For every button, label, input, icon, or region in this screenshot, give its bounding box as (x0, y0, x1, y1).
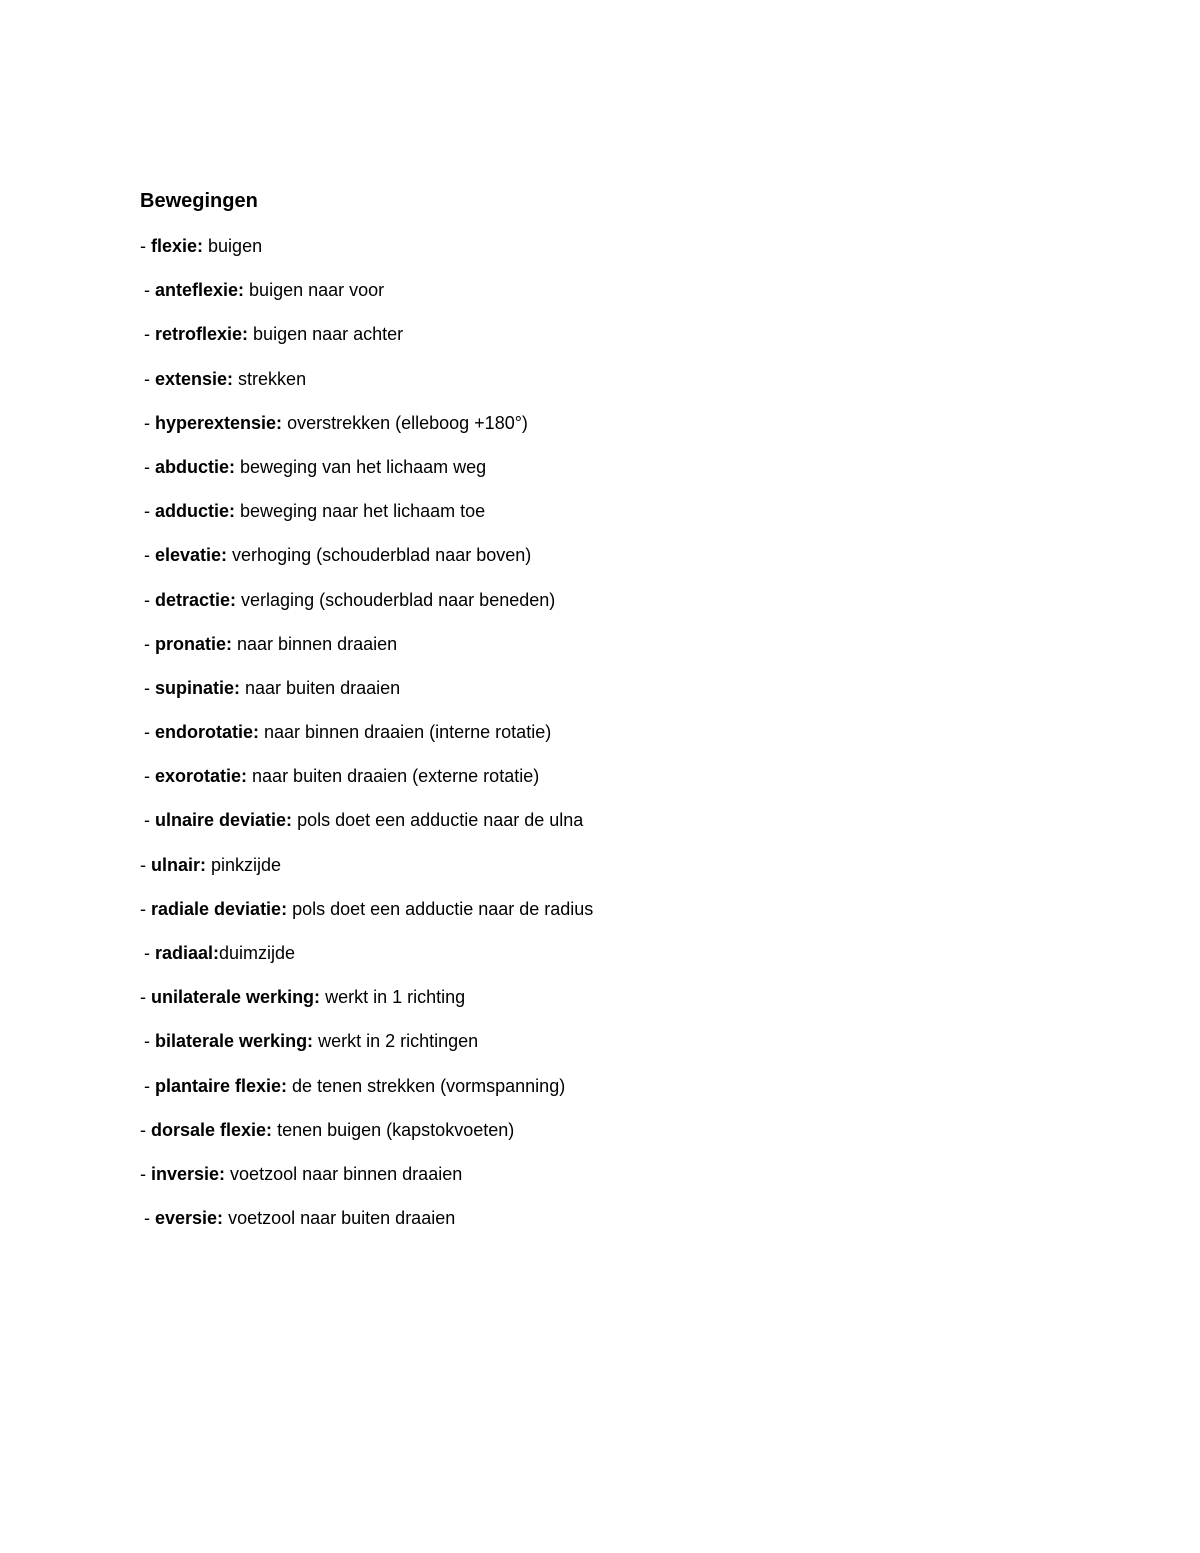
list-item (0, 453, 1100, 497)
term-definition: buigen (203, 236, 263, 256)
list-item (0, 1027, 1100, 1071)
list-bullet: - (144, 1075, 155, 1096)
list-bullet: - (140, 854, 151, 875)
list-bullet: - (140, 1163, 151, 1184)
term-label: ulnaire deviatie: (155, 810, 293, 831)
term-definition: pols doet een adductie naar de radius (287, 898, 594, 919)
list-item (0, 320, 1100, 364)
term-definition: voetzool naar binnen draaien (225, 1163, 463, 1184)
term-label: supinatie: (155, 677, 241, 698)
term-label: dorsale flexie: (151, 1119, 273, 1140)
term-label: abductie: (155, 456, 236, 477)
list-item (0, 895, 1100, 939)
term-label: ulnair: (151, 854, 207, 875)
term-label: extensie: (155, 368, 234, 389)
list-item (0, 541, 1100, 585)
term-label: bilaterale werking: (155, 1031, 314, 1052)
term-label: exorotatie: (155, 766, 248, 787)
term-definition: werkt in 2 richtingen (313, 1031, 479, 1052)
list-item (0, 762, 1100, 806)
term-definition: tenen buigen (kapstokvoeten) (272, 1119, 515, 1140)
term-definition: buigen naar achter (248, 324, 404, 345)
list-item (0, 806, 1100, 850)
term-definition: naar buiten draaien (externe rotatie) (247, 766, 540, 787)
list-bullet: - (144, 1208, 155, 1229)
term-definition: beweging naar het lichaam toe (235, 501, 486, 522)
term-label: hyperextensie: (155, 412, 283, 433)
list-bullet: - (144, 633, 155, 654)
list-item (0, 939, 1100, 983)
term-label: radiaal: (155, 943, 220, 963)
list-bullet: - (144, 722, 155, 743)
term-definition: naar binnen draaien (interne rotatie) (259, 722, 552, 743)
list-bullet: - (140, 236, 151, 256)
term-label: plantaire flexie: (155, 1075, 288, 1096)
list-item (0, 1160, 1100, 1204)
term-list (0, 232, 1100, 1248)
term-definition: strekken (233, 368, 307, 389)
list-bullet: - (144, 810, 155, 831)
term-definition: naar binnen draaien (232, 633, 398, 654)
list-item (0, 983, 1100, 1027)
term-definition: verhoging (schouderblad naar boven) (227, 545, 532, 566)
list-bullet: - (144, 280, 155, 301)
list-item (0, 1072, 1100, 1116)
list-item (0, 409, 1100, 453)
list-item (0, 276, 1100, 320)
term-definition: buigen naar voor (244, 280, 385, 301)
list-item (0, 586, 1100, 630)
list-bullet: - (144, 368, 155, 389)
list-bullet: - (144, 1031, 155, 1052)
list-item (0, 851, 1100, 895)
list-item (0, 674, 1100, 718)
term-definition: pols doet een adductie naar de ulna (292, 810, 584, 831)
term-label: detractie: (155, 589, 237, 610)
term-label: anteflexie: (155, 280, 245, 301)
list-bullet: - (144, 412, 155, 433)
term-label: pronatie: (155, 633, 233, 654)
term-label: unilaterale werking: (151, 987, 321, 1008)
term-label: adductie: (155, 501, 236, 522)
list-item (0, 232, 1100, 276)
term-definition: de tenen strekken (vormspanning) (287, 1075, 566, 1096)
list-bullet: - (144, 589, 155, 610)
list-item (0, 497, 1100, 541)
list-bullet: - (144, 943, 155, 963)
term-label: eversie: (155, 1208, 224, 1229)
term-label: retroflexie: (155, 324, 249, 345)
term-label: inversie: (151, 1163, 226, 1184)
list-bullet: - (144, 501, 155, 522)
list-item (0, 630, 1100, 674)
term-definition: voetzool naar buiten draaien (223, 1208, 456, 1229)
term-label: radiale deviatie: (151, 898, 288, 919)
term-label: flexie: (151, 236, 204, 256)
list-item (0, 718, 1100, 762)
list-bullet: - (140, 898, 151, 919)
list-item (0, 1204, 1100, 1248)
term-label: elevatie: (155, 545, 228, 566)
list-bullet: - (140, 1119, 151, 1140)
term-definition: duimzijde (219, 943, 296, 963)
term-label: endorotatie: (155, 722, 260, 743)
page-title: Bewegingen (140, 190, 258, 212)
term-definition: werkt in 1 richting (320, 987, 466, 1008)
list-bullet: - (144, 456, 155, 477)
list-bullet: - (144, 324, 155, 345)
list-bullet: - (140, 987, 151, 1008)
term-definition: pinkzijde (206, 854, 282, 875)
term-definition: beweging van het lichaam weg (235, 456, 487, 477)
list-bullet: - (144, 545, 155, 566)
list-item (0, 1116, 1100, 1160)
term-definition: verlaging (schouderblad naar beneden) (236, 589, 556, 610)
list-item (0, 365, 1100, 409)
list-bullet: - (144, 677, 155, 698)
term-definition: naar buiten draaien (240, 677, 401, 698)
list-bullet: - (144, 766, 155, 787)
term-definition: overstrekken (elleboog +180°) (282, 412, 528, 433)
